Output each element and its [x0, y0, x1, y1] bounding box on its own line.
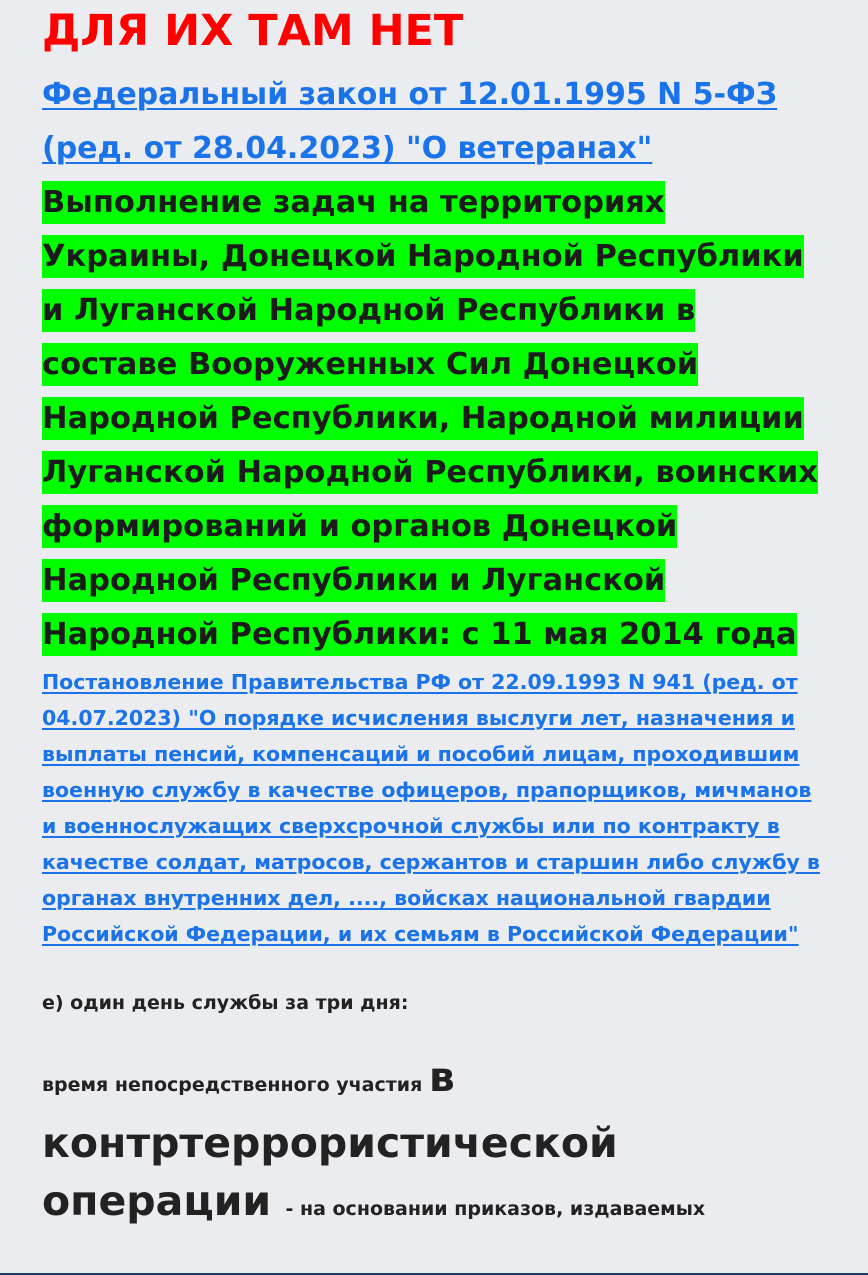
highlighted-text: Выполнение задач на территориях Украины, Донецкой Народной Республики и Луганской Народной Республики в составе Вооруженных Сил Донецкой Народной Республики, Народной милиции Луганской Народной Республики, воинских формирований и органов Донецкой Народной Республики и Луганской Народной Республики: с 11 мая 2014 года [42, 181, 818, 656]
paragraph-part-3: - на основании приказов, издаваемых [285, 1198, 706, 1220]
highlighted-paragraph [42, 176, 832, 662]
paragraph-part-1: время непосредственного участия [42, 1074, 429, 1096]
paragraph-part-2: в контртеррористической операции [42, 1053, 618, 1225]
article-content [42, 0, 832, 1238]
clause-e: е) один день службы за три дня: [42, 992, 409, 1014]
government-decree-link[interactable]: Постановление Правительства РФ от 22.09.1993 N 941 (ред. от 04.07.2023) "О порядке исчисления выслуги лет, назначения и выплаты пенсий, компенсаций и пособий лицам, проходившим военную службу в качестве офицеров, прапорщиков, мичманов и военнослужащих сверхсрочной службы или по контракту в качестве солдат, матросов, сержантов и старшин либо службу в органах внутренних дел, ...., войсках национальной гвардии Российской Федерации, и их семьям в Российской Федерации" [42, 670, 820, 946]
service-time-paragraph [42, 1048, 832, 1238]
headline: ДЛЯ ИХ ТАМ НЕТ [42, 6, 464, 56]
veterans-law-link[interactable]: Федеральный закон от 12.01.1995 N 5-ФЗ (ред. от 28.04.2023) "О ветеранах" [42, 77, 778, 166]
